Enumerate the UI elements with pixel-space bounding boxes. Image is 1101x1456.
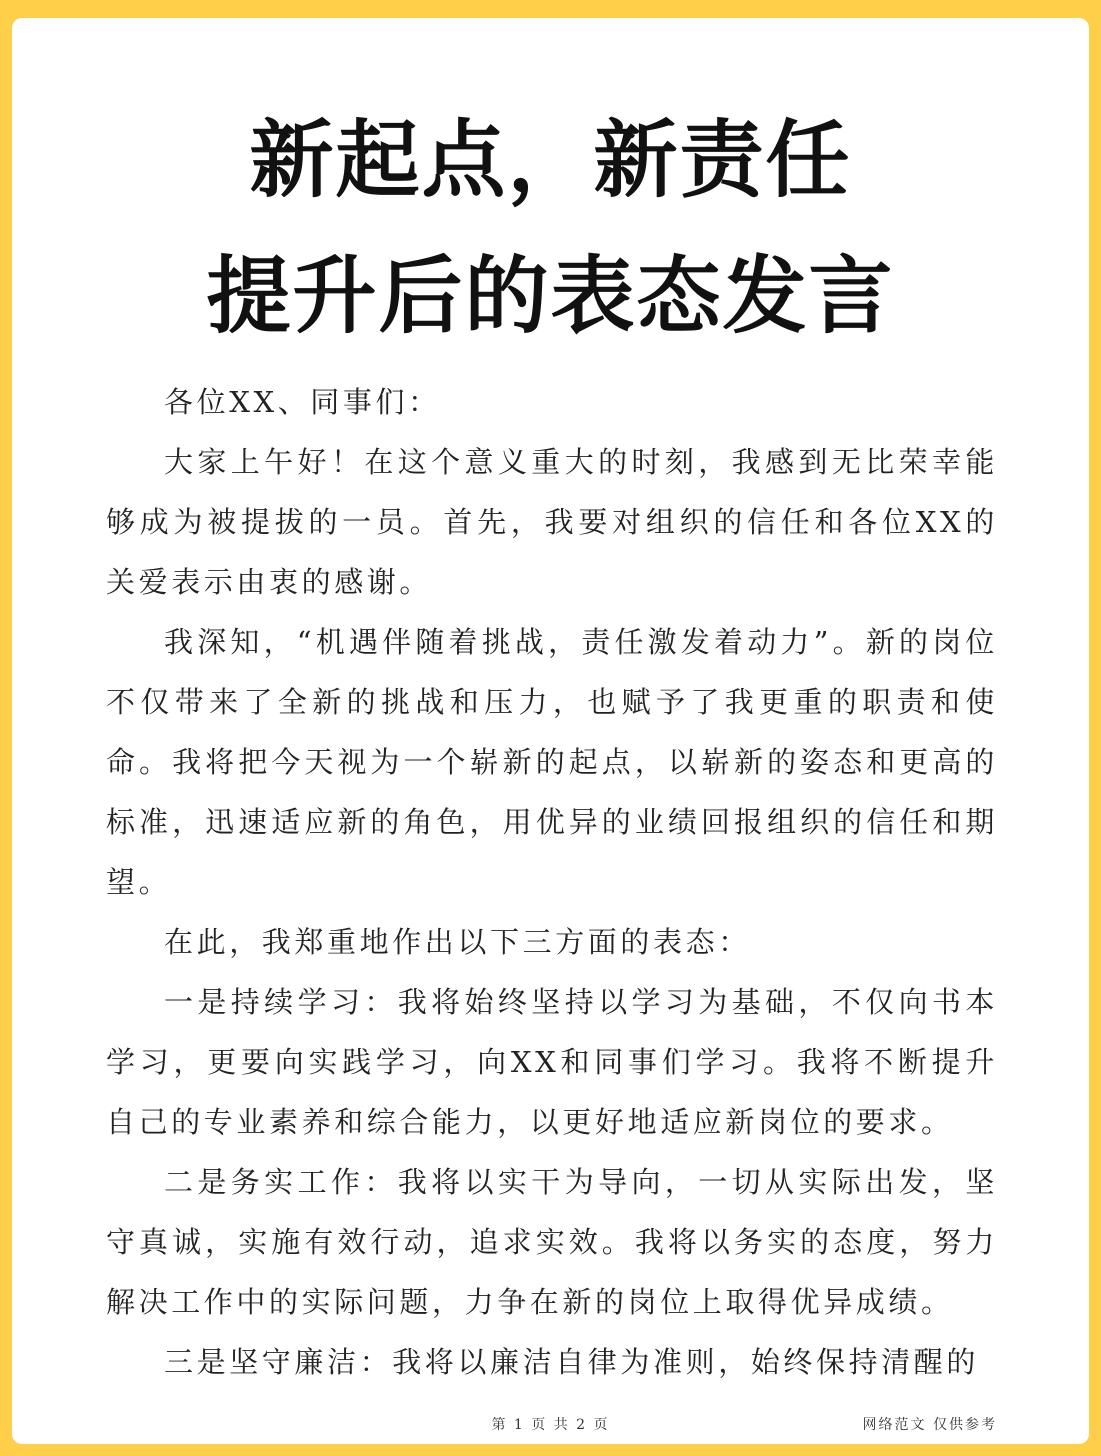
body-paragraph: 我深知，“机遇伴随着挑战，责任激发着动力”。新的岗位不仅带来了全新的挑战和压力，也赋予了我更重的职责和使命。我将把今天视为一个崭新的起点，以崭新的姿态和更高的标准，迅速适应新的角色，用优异的业绩回报组织的信任和期望。 bbox=[106, 625, 998, 899]
salutation-paragraph: 各位XX、同事们： bbox=[164, 385, 441, 419]
body-paragraph: 二是务实工作：我将以实干为导向，一切从实际出发，坚守真诚，实施有效行动，追求实效。我将以务实的态度，努力解决工作中的实际问题，力争在新的岗位上取得优异成绩。 bbox=[106, 1165, 998, 1319]
body-paragraph: 在此，我郑重地作出以下三方面的表态： bbox=[164, 925, 751, 959]
document-body bbox=[106, 372, 998, 1392]
footer-note: 网络范文 仅供参考 bbox=[862, 1417, 997, 1433]
page-number: 第 1 页 共 2 页 bbox=[491, 1417, 610, 1433]
document-page bbox=[12, 18, 1089, 1444]
body-paragraph: 一是持续学习：我将始终坚持以学习为基础，不仅向书本学习，更要向实践学习，向XX和同事们学习。我将不断提升自己的专业素养和综合能力，以更好地适应新岗位的要求。 bbox=[106, 985, 998, 1139]
body-paragraph: 三是坚守廉洁：我将以廉洁自律为准则，始终保持清醒的 bbox=[164, 1345, 980, 1379]
body-paragraph: 大家上午好！在这个意义重大的时刻，我感到无比荣幸能够成为被提拔的一员。首先，我要对组织的信任和各位XX的关爱表示由衷的感谢。 bbox=[106, 445, 998, 599]
document-title-line1: 新起点，新责任 bbox=[249, 111, 852, 209]
document-title-line2: 提升后的表态发言 bbox=[206, 247, 895, 345]
